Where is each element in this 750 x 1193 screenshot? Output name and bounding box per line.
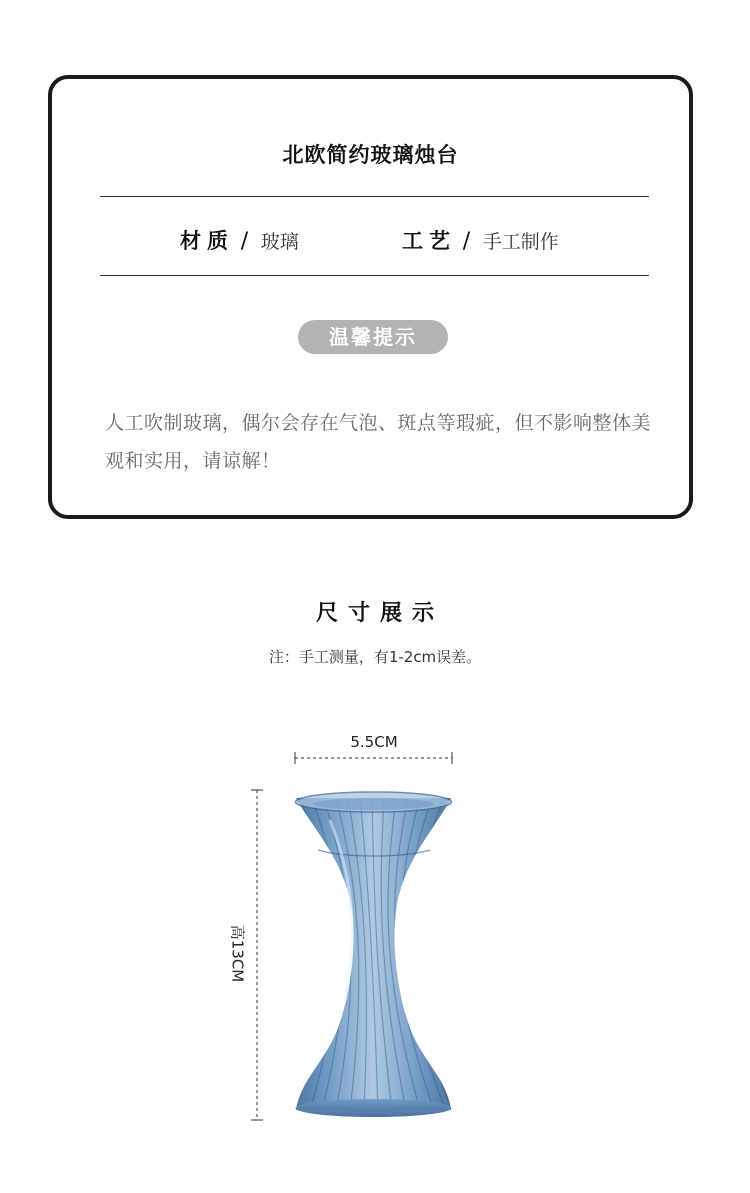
size-measurement-note: 注：手工测量，有1-2cm误差。 [268,648,482,666]
width-dimension-line [295,752,452,764]
spec-material-separator: / [240,229,249,254]
spec-craft-label: 工艺 [402,229,456,253]
spec-material-label: 材质 [180,229,234,253]
product-title: 北欧简约玻璃烛台 [282,143,459,167]
candle-holder-illustration [0,700,750,1160]
notice-badge: 温馨提示 [298,320,448,354]
spec-craft-value: 手工制作 [482,231,559,253]
height-dimension-line [251,790,263,1120]
size-section-title: 尺寸展示 [315,601,444,626]
glass-candle-holder [296,792,457,1117]
width-dimension-label: 5.5CM [350,733,398,751]
spec-craft [402,225,559,255]
divider-top [100,196,649,197]
height-dimension-label: 高13CM [228,924,247,983]
product-info-card [48,75,693,519]
spec-material-value: 玻璃 [260,231,299,253]
spec-material [180,225,299,255]
divider-bottom [100,275,649,276]
spec-craft-separator: / [462,229,471,254]
notice-text: 人工吹制玻璃，偶尔会存在气泡、斑点等瑕疵，但不影响整体美观和实用，请谅解！ [105,412,652,472]
